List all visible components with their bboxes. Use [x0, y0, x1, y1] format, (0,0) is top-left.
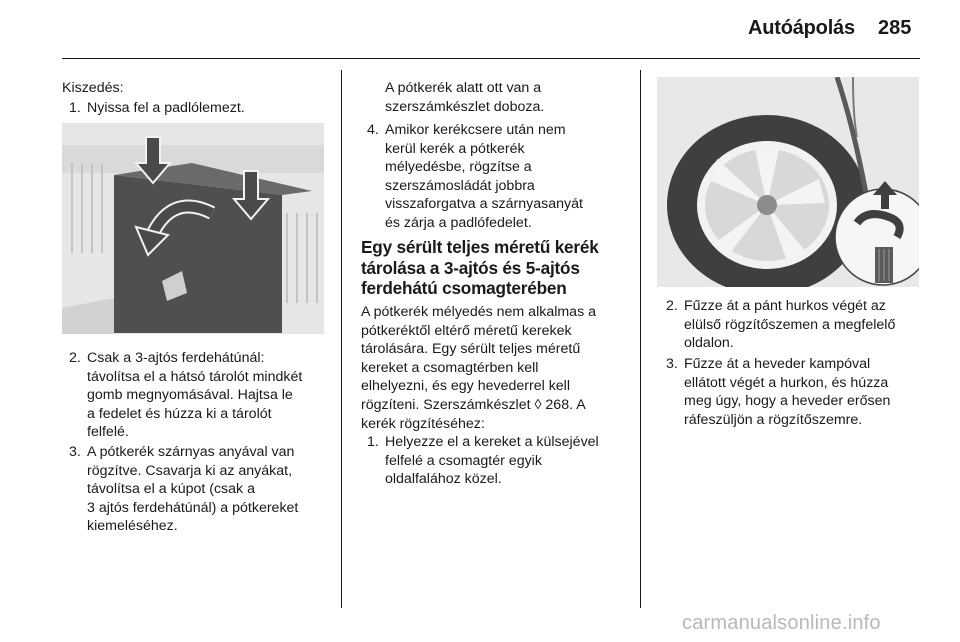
step-line: meg úgy, hogy a heveder erősen [684, 393, 891, 410]
step-line: kiemeléséhez. [87, 518, 178, 535]
intro-text: Kiszedés: [62, 80, 124, 96]
step-line: távolítsa el a kúpot (csak a [87, 481, 255, 498]
column-divider-1 [341, 70, 342, 608]
step-line: Fűzze át a pánt hurkos végét az [684, 298, 886, 314]
step-line: A pótkerék szárnyas anyával van [87, 444, 295, 460]
step-number: 4. [367, 122, 379, 138]
step-line: oldalon. [684, 335, 734, 352]
step-line: gomb megnyomásával. Hajtsa le [87, 387, 293, 404]
step-line: távolítsa el a hátsó tárolót mindkét [87, 368, 303, 385]
heading-line: ferdehátú csomagterében [361, 278, 567, 298]
step-text: Nyissa fel a padlólemezt. [87, 100, 245, 116]
step-line: ráfeszüljön a rögzítőszemre. [684, 411, 863, 428]
text-line: elhelyezni, és egy hevederrel kell [361, 378, 570, 395]
step-number: 3. [69, 444, 81, 460]
step-line: rögzítve. Csavarja ki az anyákat, [87, 462, 293, 479]
step-line: Fűzze át a heveder kampóval [684, 356, 871, 372]
figure-wheel-strap [657, 77, 919, 287]
step-line: visszaforgatva a szárnyasanyát [385, 196, 583, 213]
step-number: 1. [367, 434, 379, 450]
running-header-title: Autóápolás [748, 17, 855, 39]
step-line: kerül kerék a pótkerék [385, 140, 525, 157]
step-line: ellátott végét a hurkon, és húzza [684, 374, 889, 391]
step-number: 1. [69, 100, 81, 116]
text-line: szerszámkészlet doboza. [385, 98, 545, 115]
step-line: felfelé a csomagtér egyik [385, 452, 542, 469]
step-line: Helyezze el a kereket a külsejével [385, 434, 599, 450]
header-rule [62, 58, 920, 59]
step-line: elülső rögzítőszemen a megfelelő [684, 316, 896, 333]
text-line: kereket a csomagtérben kell [361, 359, 539, 376]
step-line: szerszámosládát jobbra [385, 177, 535, 194]
page-number: 285 [878, 17, 912, 39]
step-line: a fedelet és húzza ki a tárolót [87, 405, 272, 422]
step-line: oldalfalához közel. [385, 471, 502, 488]
step-line: és zárja a padlófedelet. [385, 214, 532, 231]
figure-rear-storage-box [62, 123, 324, 334]
step-line: 3 ajtós ferdehátúnál) a pótkereket [87, 499, 299, 516]
step-line: mélyedésbe, rögzítse a [385, 159, 532, 176]
step-number: 2. [69, 350, 81, 366]
column-divider-2 [640, 70, 641, 608]
step-number: 2. [666, 298, 678, 314]
text-line: A pótkerék alatt ott van a [385, 80, 542, 96]
text-line: kerék rögzítéséhez: [361, 415, 485, 432]
col2-paragraph [361, 303, 639, 433]
text-line: tárolására. Egy sérült teljes méretű [361, 341, 581, 358]
storage-box-illustration [62, 123, 324, 334]
text-line: pótkeréktől eltérő méretű kerekek [361, 322, 572, 339]
section-heading [361, 237, 637, 299]
watermark: carmanualsonline.info [682, 612, 881, 634]
heading-line: tárolása a 3-ajtós és 5-ajtós [361, 257, 580, 278]
step-line: Csak a 3-ajtós ferdehátúnál: [87, 350, 265, 366]
step-line: Amikor kerékcsere után nem [385, 122, 566, 138]
text-line: rögzíteni. Szerszámkészlet ◊ 268. A [361, 396, 586, 413]
text-line: A pótkerék mélyedés nem alkalmas a [361, 304, 596, 320]
step-line: felfelé. [87, 424, 129, 441]
heading-line: Egy sérült teljes méretű kerék [361, 237, 599, 257]
wheel-strap-illustration [657, 77, 919, 287]
col2-continuation [385, 79, 544, 116]
step-number: 3. [666, 356, 678, 372]
